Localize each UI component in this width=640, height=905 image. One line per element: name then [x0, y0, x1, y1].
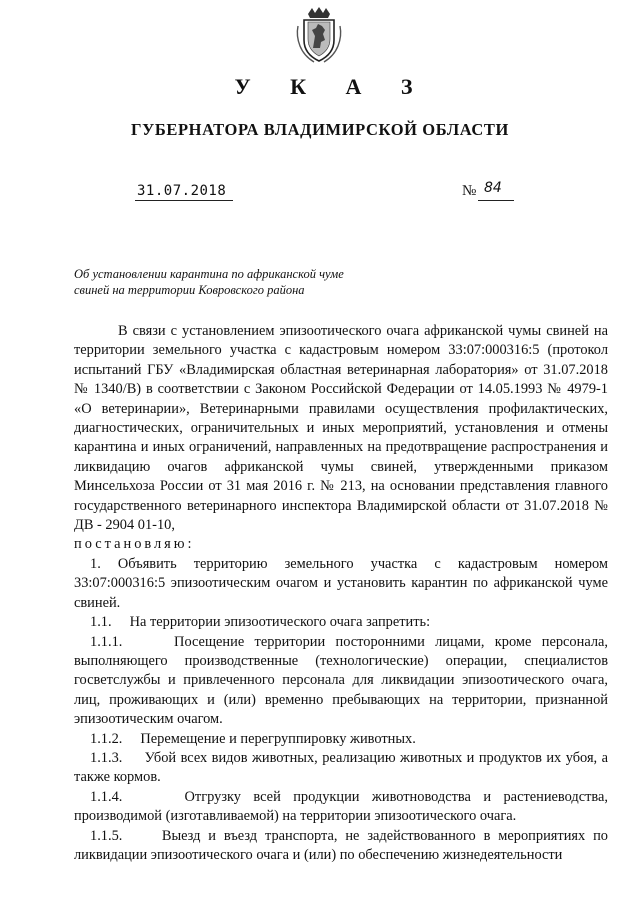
document-subtitle: ГУБЕРНАТОРА ВЛАДИМИРСКОЙ ОБЛАСТИ [131, 120, 509, 139]
paragraph-1: 1. Объявить территорию земельного участка с кадастровым номером 33:07:000316:5 эпизоотическим очагом и установить карантин по африканской чуме свиней. [74, 555, 608, 611]
subject-line-2: свиней на территории Ковровского района [74, 283, 305, 297]
document-body [74, 322, 612, 865]
paragraph-1-1-5: 1.1.5. Выезд и въезд транспорта, не задействованного в мероприятиях по ликвидации эпизоотического очага и (или) по обеспечению жизнедеятельности [74, 827, 612, 863]
document-subject [74, 266, 414, 298]
paragraph-1-1-1: 1.1.1. Посещение территории посторонними лицами, кроме персонала, выполняющего производственные (технологические) операции, специалистов госветслужбы и привлеченного персонала для ликвидации эпизоотического очага, лиц, проживающих и (или) временно пребывающих на территории, признанной эпизоотическим очагом. [74, 633, 612, 728]
document-date: 31.07.2018 [137, 183, 227, 199]
date-underline [135, 200, 233, 201]
document-number: 84 [484, 180, 502, 196]
number-underline [478, 200, 514, 201]
vladimir-coat-of-arms-icon [294, 6, 344, 64]
paragraph-1-1-3: 1.1.3. Убой всех видов животных, реализацию животных и продуктов их убоя, а также кормов. [74, 749, 612, 786]
number-label: № [462, 183, 477, 199]
decree-word: постановляю: [74, 536, 195, 553]
subject-line-1: Об установлении карантина по африканской чуме [74, 267, 344, 281]
paragraph-1-1-4: 1.1.4. Отгрузку всей продукции животноводства и растениеводства, производимой (изготавливаемой) на территории эпизоотического очага. [74, 788, 612, 825]
preamble-paragraph: В связи с установлением эпизоотического очага африканской чумы свиней на территории земельного участка с кадастровым номером 33:07:000316:5 (протокол испытаний ГБУ «Владимирская областная ветеринарная лаборатория» от 31.07.2018 № 1340/В) в соответствии с Законом Российской Федерации от 14.05.1993 № 4979-1 «О ветеринарии», Ветеринарными правилами осуществления профилактических, диагностических, ограничительных и иных мероприятий, установления и отмены карантина и иных ограничений, направленных на предотвращение распространения и ликвидацию очагов африканской чумы свиней, утвержденными приказом Минсельхоза России от 31 мая 2016 г. № 213, на основании представления главного государственного ветеринарного инспектора Владимирской области от 31.07.2018 № ДВ - 2904 01-10, [74, 323, 608, 534]
document-title: У К А З [234, 74, 430, 99]
paragraph-1-1: 1.1. На территории эпизоотического очага запретить: [90, 614, 431, 631]
paragraph-1-1-2: 1.1.2. Перемещение и перегруппировку животных. [90, 730, 416, 747]
